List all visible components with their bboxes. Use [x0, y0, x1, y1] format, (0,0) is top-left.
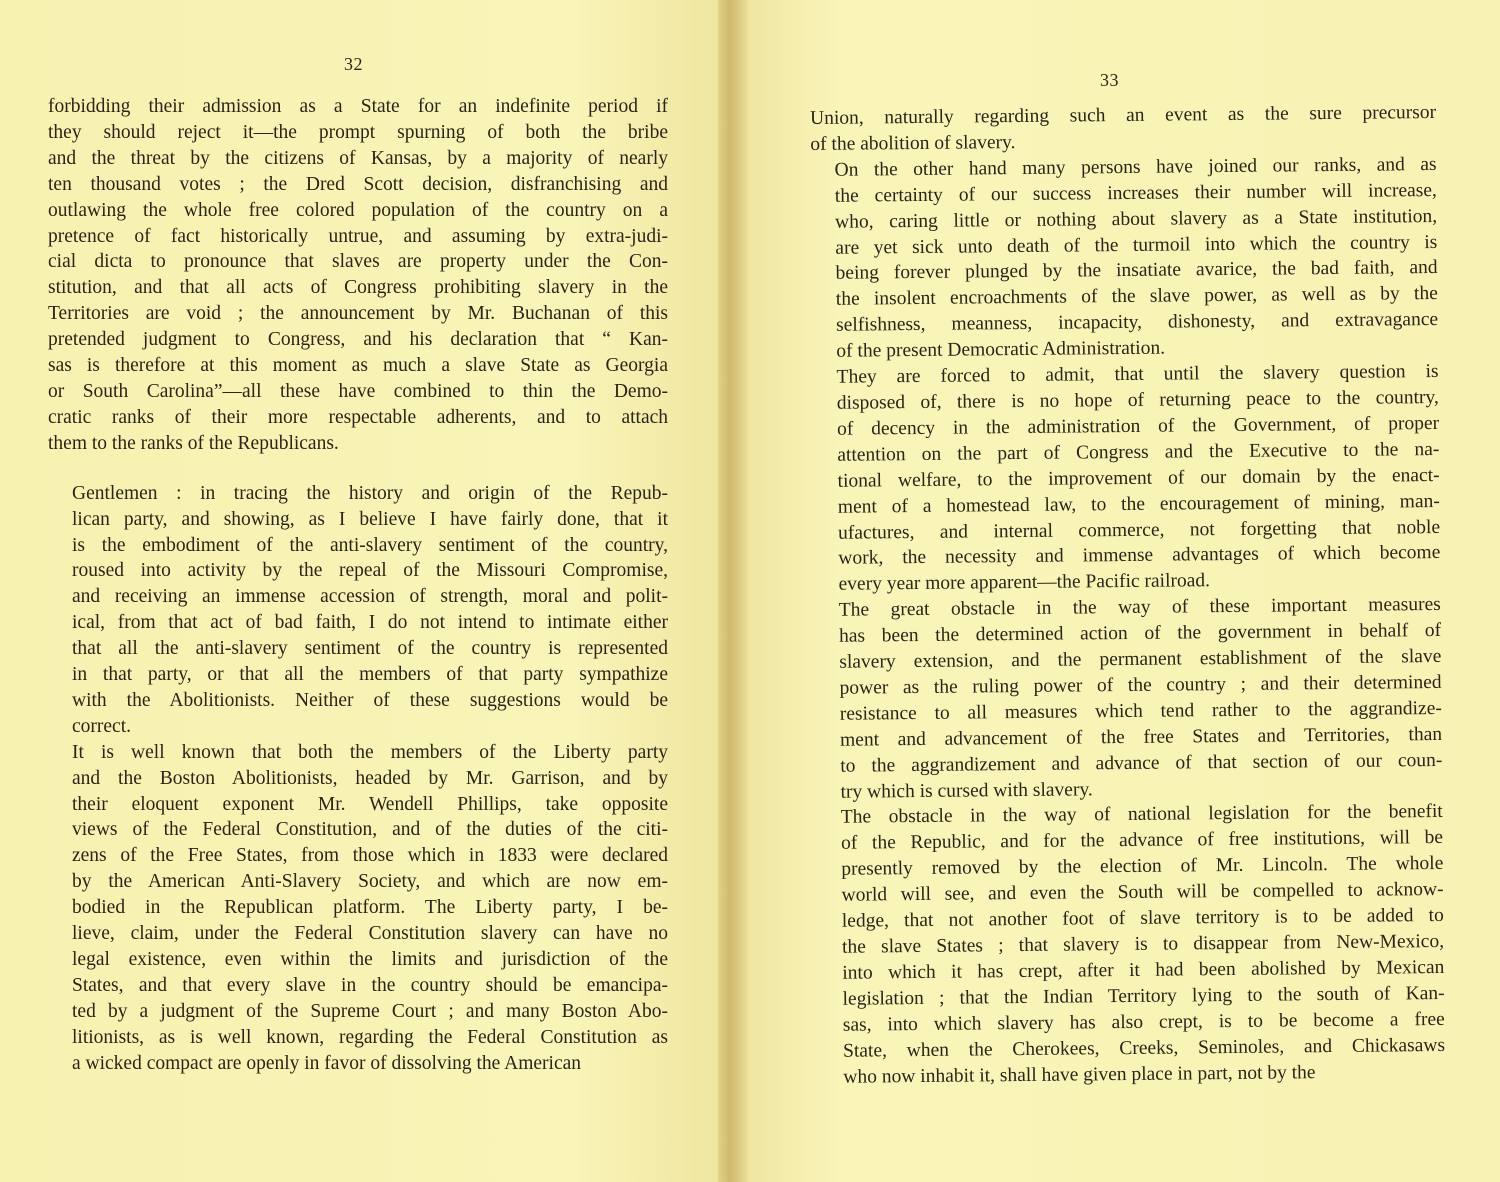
text-line: It is well known that both the members of the Liberty party: [72, 741, 668, 763]
text-line: presently removed by the election of Mr. Lincoln. The whole: [841, 853, 1444, 881]
text-line: of the Republic, and for the advance of free institutions, will be: [840, 827, 1444, 855]
text-line: that all the anti-slavery sentiment of the country is represented: [72, 638, 668, 660]
right-page: [748, 0, 1500, 1182]
text-line: legal existence, even within the limits and jurisdiction of the: [72, 949, 668, 970]
text-line: sas, into which slavery has also crept, is to be become a free: [842, 1008, 1445, 1036]
paragraph: [48, 740, 668, 1077]
text-line: forbidding their admission as a State for an indefinite period if: [48, 96, 668, 117]
text-line: views of the Federal Constitution, and of the duties of the citi-: [72, 819, 668, 841]
text-line: they should reject it—the prompt spurning of both the bribe: [48, 121, 668, 143]
text-line: in that party, or that all the members of that party sympathize: [72, 664, 668, 686]
text-line: a wicked compact are openly in favor of dissolving the American: [72, 1052, 581, 1074]
text-line: roused into activity by the repeal of the Missouri Compromise,: [72, 560, 668, 582]
text-line: lican party, and showing, as I believe I have fairly done, that it: [72, 508, 668, 530]
text-line: try which is cursed with slavery.: [840, 778, 1093, 803]
text-line: the certainty of our success increases their number will increase,: [834, 179, 1437, 207]
text-line: work, the necessity and immense advantages of which become: [838, 542, 1441, 570]
left-page: [0, 0, 718, 1182]
text-line: into which it has crept, after it had been abolished by Mexican: [842, 956, 1445, 984]
text-line: stitution, and that all acts of Congress prohibiting slavery in the: [48, 277, 668, 299]
text-line: or South Carolina”—all these have combined to thin the Demo-: [48, 380, 668, 402]
text-line: world will see, and even the South will be compelled to acknow-: [841, 879, 1444, 906]
text-line: lieve, claim, under the Federal Constitution slavery can have no: [72, 923, 668, 945]
text-line: State, when the Cherokees, Creeks, Seminoles, and Chickasaws: [842, 1034, 1446, 1062]
text-line: On the other hand many persons have joined our ranks, and as: [834, 153, 1437, 181]
text-line: ment and advancement of the free States and Territories, than: [839, 723, 1443, 751]
paragraph: [815, 592, 1443, 805]
text-line: selfishness, meanness, incapacity, dishonesty, and extravagance: [836, 309, 1439, 337]
text-line: and receiving an immense accession of strength, moral and polit-: [72, 586, 668, 608]
text-line: who, caring little or nothing about slavery as a State institution,: [835, 205, 1438, 233]
text-line: correct.: [72, 715, 131, 737]
text-line: and the Boston Abolitionists, headed by Mr. Garrison, and by: [72, 767, 668, 789]
text-line: States, and that every slave in the country should be emancipa-: [72, 974, 668, 996]
text-line: outlawing the whole free colored population of the country on a: [48, 199, 668, 221]
text-line: with the Abolitionists. Neither of these suggestions would be: [72, 689, 668, 711]
text-line: every year more apparent—the Pacific railroad.: [838, 570, 1211, 596]
text-line: zens of the Free States, from those which in 1833 were declared: [72, 845, 668, 867]
text-line: their eloquent exponent Mr. Wendell Phillips, take opposite: [72, 793, 668, 815]
text-line: ledge, that not another foot of slave territory is to be added to: [841, 905, 1444, 932]
text-line: ical, from that act of bad faith, I do not intend to intimate either: [72, 612, 668, 634]
text-line: who now inhabit it, shall have given place in part, not by the: [843, 1061, 1316, 1088]
text-line: are yet sick unto death of the turmoil into which the country is: [835, 231, 1438, 259]
text-line: attention on the part of Congress and the Executive to the na-: [837, 438, 1440, 466]
text-line: and the threat by the citizens of Kansas, by a majority of nearly: [48, 147, 668, 169]
text-line: Union, naturally regarding such an event as the sure precursor: [810, 101, 1437, 129]
text-line: cratic ranks of their more respectable adherents, and to attach: [48, 406, 668, 428]
paragraph: [810, 100, 1436, 158]
text-line: of the present Democratic Administration.: [836, 337, 1166, 362]
text-line: Gentlemen : in tracing the history and origin of the Repub-: [72, 482, 668, 504]
text-line: bodied in the Republican platform. The Liberty party, I be-: [72, 897, 668, 919]
text-line: slavery extension, and the permanent establishment of the slave: [839, 645, 1442, 673]
text-line: resistance to all measures which tend rather to the aggrandize-: [839, 697, 1442, 725]
text-line: pretended judgment to Congress, and his declaration that “ Kan-: [48, 329, 668, 351]
paragraph: [817, 799, 1446, 1090]
paragraph: [812, 359, 1440, 598]
text-line: The obstacle in the way of national legislation for the benefit: [840, 801, 1443, 829]
paragraph: [48, 481, 668, 740]
text-line: pretence of fact historically untrue, and assuming by extra-judi-: [48, 225, 668, 247]
text-line: them to the ranks of the Republicans.: [48, 432, 339, 454]
text-line: cial dicta to pronounce that slaves are property under the Con-: [48, 251, 668, 273]
text-line: tional welfare, to the improvement of our domain by the enact-: [837, 464, 1440, 492]
text-line: of decency in the administration of the Government, of proper: [837, 412, 1440, 440]
page-number: 32: [344, 54, 363, 74]
page-text: [810, 100, 1445, 1090]
text-line: ten thousand votes ; the Dred Scott decision, disfranchising and: [48, 173, 668, 195]
text-line: legislation ; that the Indian Territory lying to the south of Kan-: [842, 982, 1445, 1010]
paragraph: [48, 94, 668, 457]
text-line: disposed of, there is no hope of returning peace to the country,: [836, 386, 1439, 414]
text-line: is the embodiment of the anti-slavery sentiment of the country,: [72, 534, 668, 556]
text-line: ufactures, and internal commerce, not forgetting that noble: [837, 516, 1441, 544]
text-line: has been the determined action of the government in behalf of: [838, 620, 1442, 647]
text-line: to the aggrandizement and advance of that section of our coun-: [840, 749, 1443, 777]
text-line: ted by a judgment of the Supreme Court ; and many Boston Abo-: [72, 1000, 668, 1022]
text-line: The great obstacle in the way of these important measures: [838, 594, 1441, 621]
text-line: the slave States ; that slavery is to disappear from New-Mexico,: [841, 930, 1445, 958]
book-gutter: [718, 0, 748, 1182]
page-number: 33: [1100, 70, 1119, 90]
page-text: [48, 94, 668, 1077]
text-line: being forever plunged by the insatiate avarice, the bad faith, and: [835, 257, 1438, 285]
paragraph: [810, 152, 1438, 365]
text-line: litionists, as is well known, regarding the Federal Constitution as: [72, 1026, 668, 1048]
text-line: of the abolition of slavery.: [810, 131, 1016, 155]
text-line: sas is therefore at this moment as much a slave State as Georgia: [48, 355, 668, 377]
text-line: power as the ruling power of the country ; and their determined: [839, 671, 1442, 699]
text-line: They are forced to admit, that until the slavery question is: [836, 361, 1439, 388]
text-line: Territories are void ; the announcement by Mr. Buchanan of this: [48, 303, 668, 325]
text-line: by the American Anti-Slavery Society, and which are now em-: [72, 871, 668, 893]
text-line: ment of a homestead law, to the encouragement of mining, man-: [837, 490, 1440, 518]
text-line: the insolent encroachments of the slave power, as well as by the: [835, 283, 1438, 311]
